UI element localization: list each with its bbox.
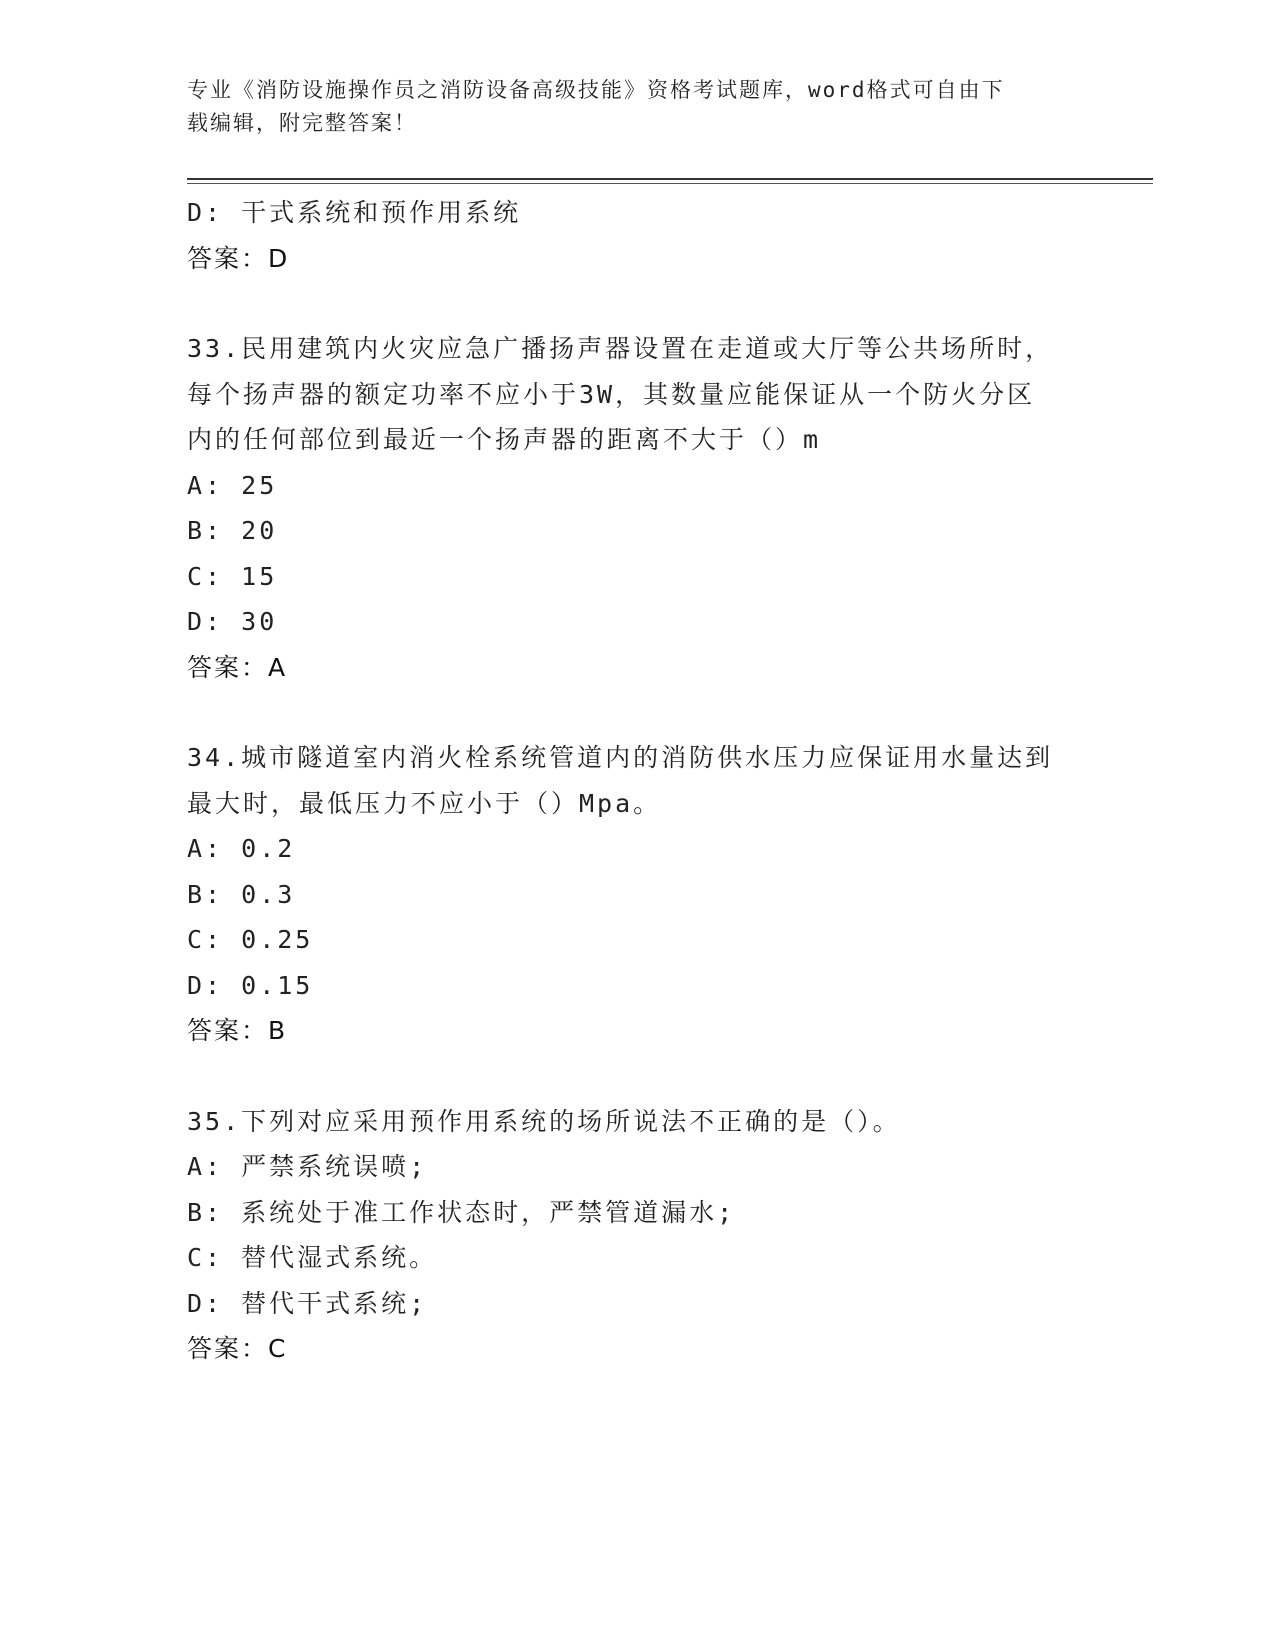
question-stem-line: 33.民用建筑内火灾应急广播扬声器设置在走道或大厅等公共场所时， — [187, 334, 1054, 363]
question-stem-line: 35.下列对应采用预作用系统的场所说法不正确的是（）。 — [187, 1106, 901, 1136]
question-34 — [187, 735, 1117, 1054]
answer-label: 答案：C — [187, 1334, 288, 1363]
question-stem-line: 内的任何部位到最近一个扬声器的距离不大于（）m — [187, 425, 822, 454]
question-35 — [187, 1099, 1117, 1372]
header-divider-thin — [187, 183, 1153, 184]
question-33 — [187, 326, 1117, 690]
option-d: D: 0.15 — [187, 970, 314, 1000]
option-b: B: 20 — [187, 516, 278, 545]
option-c: C: 15 — [187, 561, 278, 591]
document-header — [187, 74, 1067, 140]
question-stem-line: 每个扬声器的额定功率不应小于3W，其数量应能保证从一个防火分区 — [187, 379, 1036, 409]
answer-label: 答案：D — [187, 243, 290, 273]
question-stem-line: 34.城市隧道室内消火栓系统管道内的消防供水压力应保证用水量达到 — [187, 743, 1054, 772]
question-stem-line: 最大时，最低压力不应小于（）Mpa。 — [187, 788, 662, 818]
answer-label: 答案：B — [187, 1016, 288, 1045]
option-b: B: 0.3 — [187, 879, 296, 909]
answer-label: 答案：A — [187, 652, 288, 682]
option-a: A: 0.2 — [187, 834, 296, 863]
question-32-tail — [187, 190, 1117, 281]
option-d: D: 30 — [187, 607, 278, 636]
header-line-1: 专业《消防设施操作员之消防设备高级技能》资格考试题库，word格式可自由下 — [187, 78, 1005, 102]
option-a: A: 25 — [187, 470, 278, 500]
spacer — [187, 281, 1117, 326]
option-b: B: 系统处于准工作状态时，严禁管道漏水; — [187, 1197, 736, 1227]
spacer — [187, 690, 1117, 735]
option-c: C: 替代湿式系统。 — [187, 1243, 438, 1272]
header-line-2: 载编辑，附完整答案！ — [187, 111, 417, 135]
option-c: C: 0.25 — [187, 925, 314, 954]
option-a: A: 严禁系统误喷; — [187, 1152, 428, 1181]
header-divider-thick — [187, 178, 1153, 180]
option-d: D: 干式系统和预作用系统 — [187, 198, 522, 227]
question-list — [187, 190, 1117, 1372]
spacer — [187, 1054, 1117, 1099]
option-d: D: 替代干式系统; — [187, 1288, 428, 1318]
